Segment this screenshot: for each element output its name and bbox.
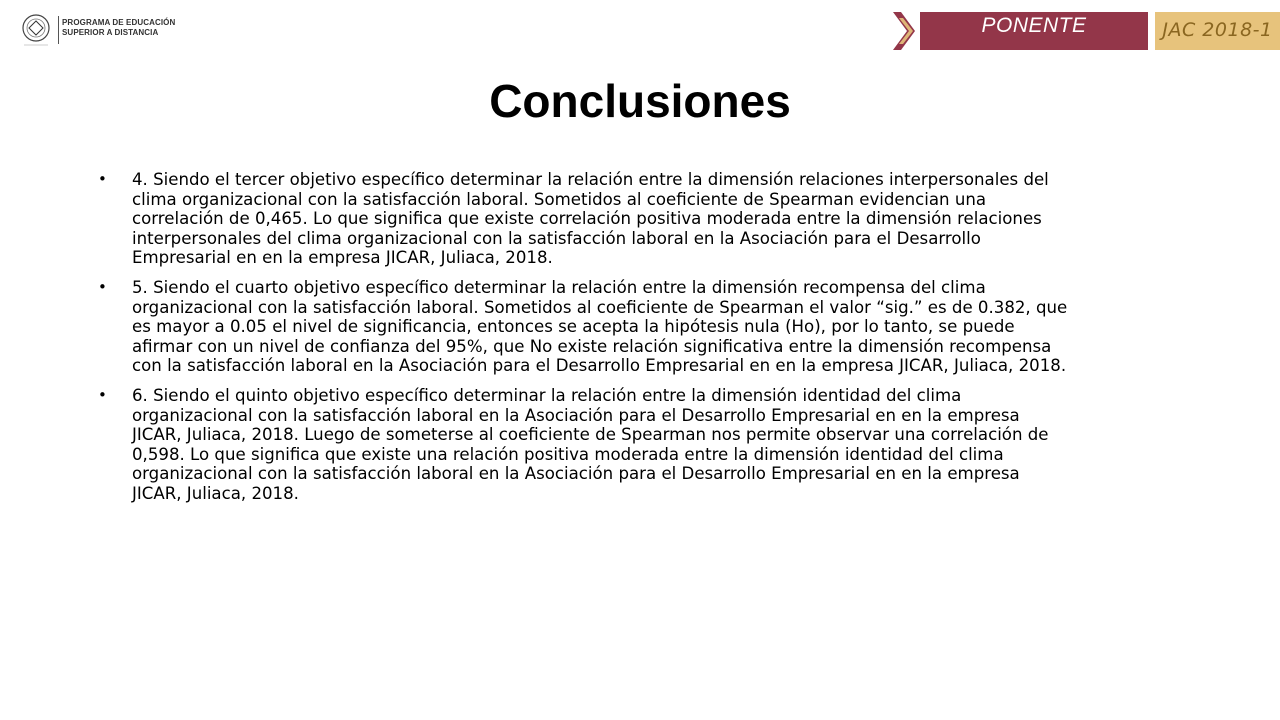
header-band	[893, 12, 1280, 50]
seal-icon	[18, 12, 54, 48]
ponente-badge	[920, 12, 1148, 50]
logo-line-1: PROGRAMA DE EDUCACIÓN	[62, 18, 176, 27]
logo-text	[62, 18, 175, 38]
conclusion-text: 5. Siendo el cuarto objetivo específico determinar la relación entre la dimensión recompensa del clima organizacional con la satisfacción laboral. Sometidos al coeficiente de Spearman el valor “sig.” es de 0.382, que es mayor a 0.05 el nivel de significancia, entonces se acepta la hipótesis nula (Ho), por lo tanto, se puede afirmar con un nivel de confianza del 95%, que No existe relación significativa entre la dimensión recompensa con la satisfacción laboral en la Asociación para el Desarrollo Empresarial en en la empresa JICAR, Juliaca, 2018.	[132, 277, 1068, 376]
ponente-label: PONENTE	[981, 14, 1087, 37]
slide-title: Conclusiones	[489, 75, 791, 127]
conclusion-item	[98, 278, 1068, 376]
bullet-icon: •	[98, 385, 107, 404]
conclusion-item	[98, 170, 1068, 268]
jac-badge	[1155, 12, 1280, 50]
bullet-icon: •	[98, 277, 107, 296]
institution-logo	[18, 12, 178, 52]
logo-line-2: SUPERIOR A DISTANCIA	[62, 28, 159, 37]
jac-label: JAC 2018-1	[1162, 19, 1273, 41]
conclusion-text: 6. Siendo el quinto objetivo específico determinar la relación entre la dimensión identidad del clima organizacional con la satisfacción laboral en la Asociación para el Desarrollo Empresarial en en la empresa JICAR, Juliaca, 2018. Luego de someterse al coeficiente de Spearman nos permite observar una correlación de 0,598. Lo que significa que existe una relación positiva moderada entre la dimensión identidad del clima organizacional con la satisfacción laboral en la Asociación para el Desarrollo Empresarial en en la empresa JICAR, Juliaca, 2018.	[132, 385, 1049, 503]
conclusion-text: 4. Siendo el tercer objetivo específico determinar la relación entre la dimensión relaciones interpersonales del clima organizacional con la satisfacción laboral. Sometidos al coeficiente de Spearman evidencian una correlación de 0,465. Lo que significa que existe correlación positiva moderada entre la dimensión relaciones interpersonales del clima organizacional con la satisfacción laboral en la Asociación para el Desarrollo Empresarial en en la empresa JICAR, Juliaca, 2018.	[132, 170, 1049, 268]
bullet-icon: •	[98, 170, 107, 188]
conclusion-item	[98, 386, 1068, 504]
conclusions-list	[98, 170, 1068, 514]
chevron-right-icon	[893, 12, 919, 50]
logo-divider	[58, 16, 59, 44]
